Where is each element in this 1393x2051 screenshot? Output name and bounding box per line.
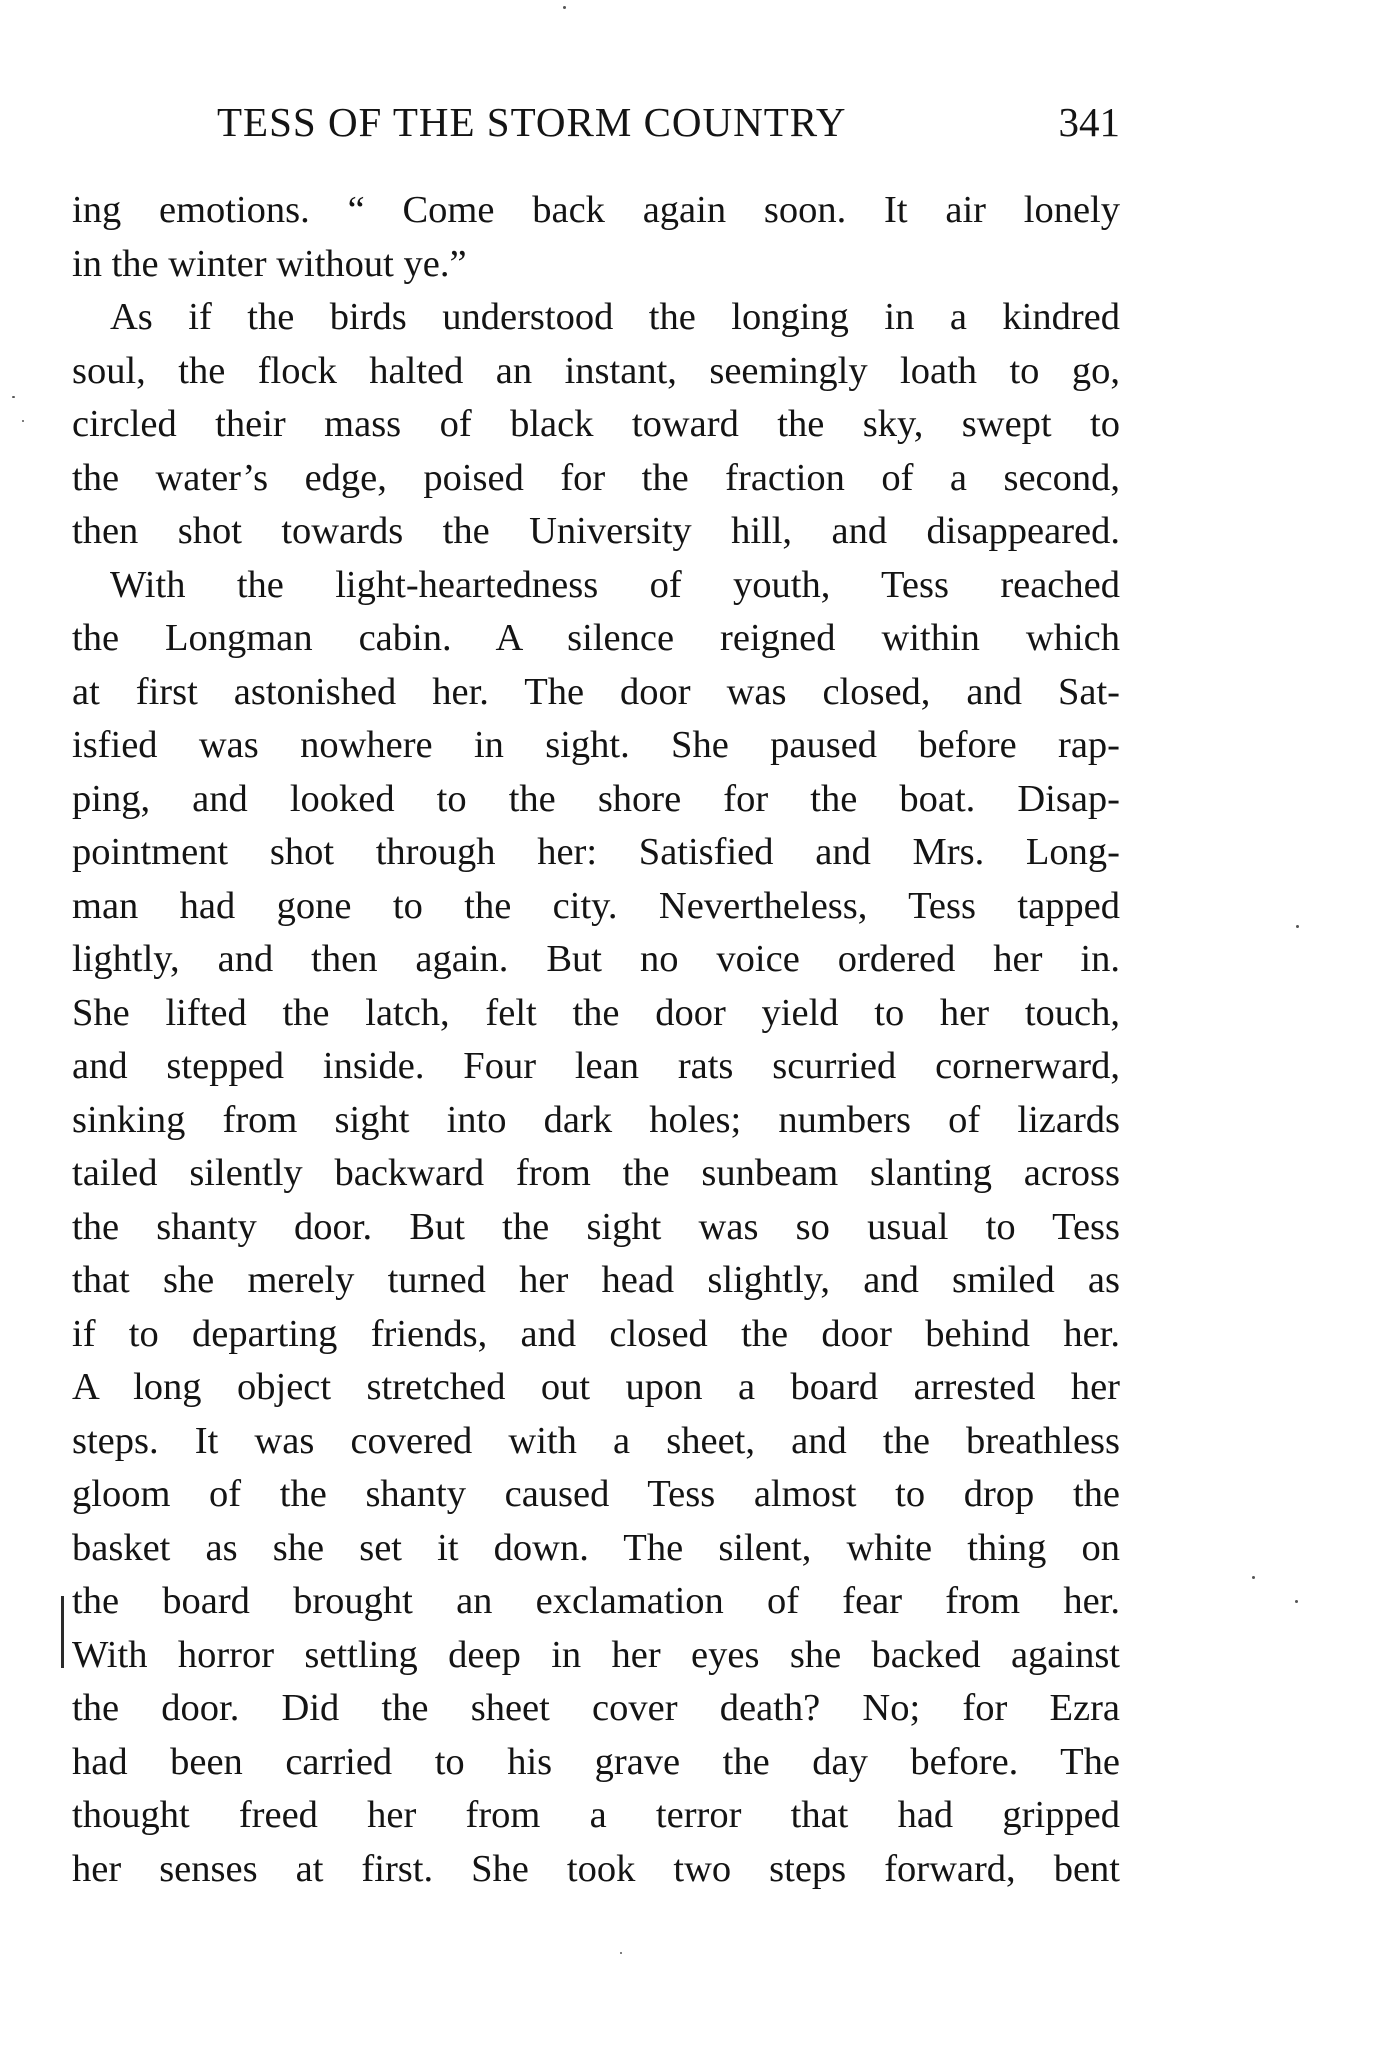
text-line: if to departing friends, and closed the door behind her. bbox=[72, 1312, 1120, 1355]
text-line: basket as she set it down. The silent, white thing on bbox=[72, 1526, 1120, 1569]
text-line: then shot towards the University hill, and disappeared. bbox=[72, 510, 1120, 552]
page-number: 341 bbox=[1058, 99, 1120, 145]
paper-speck bbox=[22, 420, 24, 422]
text-line: gloom of the shanty caused Tess almost to drop the bbox=[72, 1473, 1120, 1515]
text-line: had been carried to his grave the day before. The bbox=[72, 1740, 1120, 1783]
text-line: the door. Did the sheet cover death? No; for Ezra bbox=[72, 1687, 1120, 1729]
paper-speck bbox=[12, 396, 15, 398]
text-line: ing emotions. “ Come back again soon. It air lonely bbox=[72, 189, 1120, 231]
text-line: pointment shot through her: Satisfied and Mrs. Long- bbox=[72, 831, 1120, 873]
text-line: the board brought an exclamation of fear from her. bbox=[72, 1580, 1120, 1622]
text-line: the water’s edge, poised for the fraction of a second, bbox=[72, 456, 1120, 499]
text-line: circled their mass of black toward the sky, swept to bbox=[72, 403, 1120, 445]
text-line: sinking from sight into dark holes; numbers of lizards bbox=[72, 1098, 1120, 1141]
text-line: that she merely turned her head slightly, and smiled as bbox=[72, 1259, 1120, 1301]
text-line: ping, and looked to the shore for the boat. Disap- bbox=[72, 777, 1120, 820]
text-line: lightly, and then again. But no voice ordered her in. bbox=[72, 938, 1120, 980]
text-line: She lifted the latch, felt the door yield to her touch, bbox=[72, 991, 1120, 1034]
text-line: at first astonished her. The door was closed, and Sat- bbox=[72, 670, 1120, 713]
paragraph-first-line: With the light-heartedness of youth, Tess reached bbox=[110, 563, 1120, 606]
text-line: steps. It was covered with a sheet, and the breathless bbox=[72, 1419, 1120, 1462]
text-line: her senses at first. She took two steps forward, bent bbox=[72, 1847, 1120, 1890]
paper-speck bbox=[1252, 1576, 1255, 1579]
paper-speck bbox=[620, 1952, 622, 1954]
paper-speck bbox=[1295, 1600, 1298, 1603]
paragraph-first-line: As if the birds understood the longing in a kindred bbox=[110, 296, 1120, 338]
text-line: man had gone to the city. Nevertheless, Tess tapped bbox=[72, 884, 1120, 927]
text-line: in the winter without ye.” bbox=[72, 242, 467, 285]
paper-speck bbox=[1296, 925, 1299, 928]
running-title: TESS OF THE STORM COUNTRY bbox=[217, 99, 847, 145]
text-line: isfied was nowhere in sight. She paused before rap- bbox=[72, 724, 1120, 766]
text-line: soul, the flock halted an instant, seemingly loath to go, bbox=[72, 349, 1120, 392]
page-header bbox=[72, 92, 1120, 152]
margin-bracket-mark bbox=[61, 1596, 64, 1668]
text-line: tailed silently backward from the sunbeam slanting across bbox=[72, 1152, 1120, 1194]
text-line: and stepped inside. Four lean rats scurried cornerward, bbox=[72, 1045, 1120, 1087]
text-line: the shanty door. But the sight was so usual to Tess bbox=[72, 1205, 1120, 1248]
text-line: With horror settling deep in her eyes she backed against bbox=[72, 1633, 1120, 1676]
paper-speck bbox=[563, 6, 566, 9]
text-line: the Longman cabin. A silence reigned within which bbox=[72, 617, 1120, 659]
body-text bbox=[72, 184, 1120, 1896]
text-line: thought freed her from a terror that had gripped bbox=[72, 1794, 1120, 1836]
text-line: A long object stretched out upon a board arrested her bbox=[72, 1366, 1120, 1408]
